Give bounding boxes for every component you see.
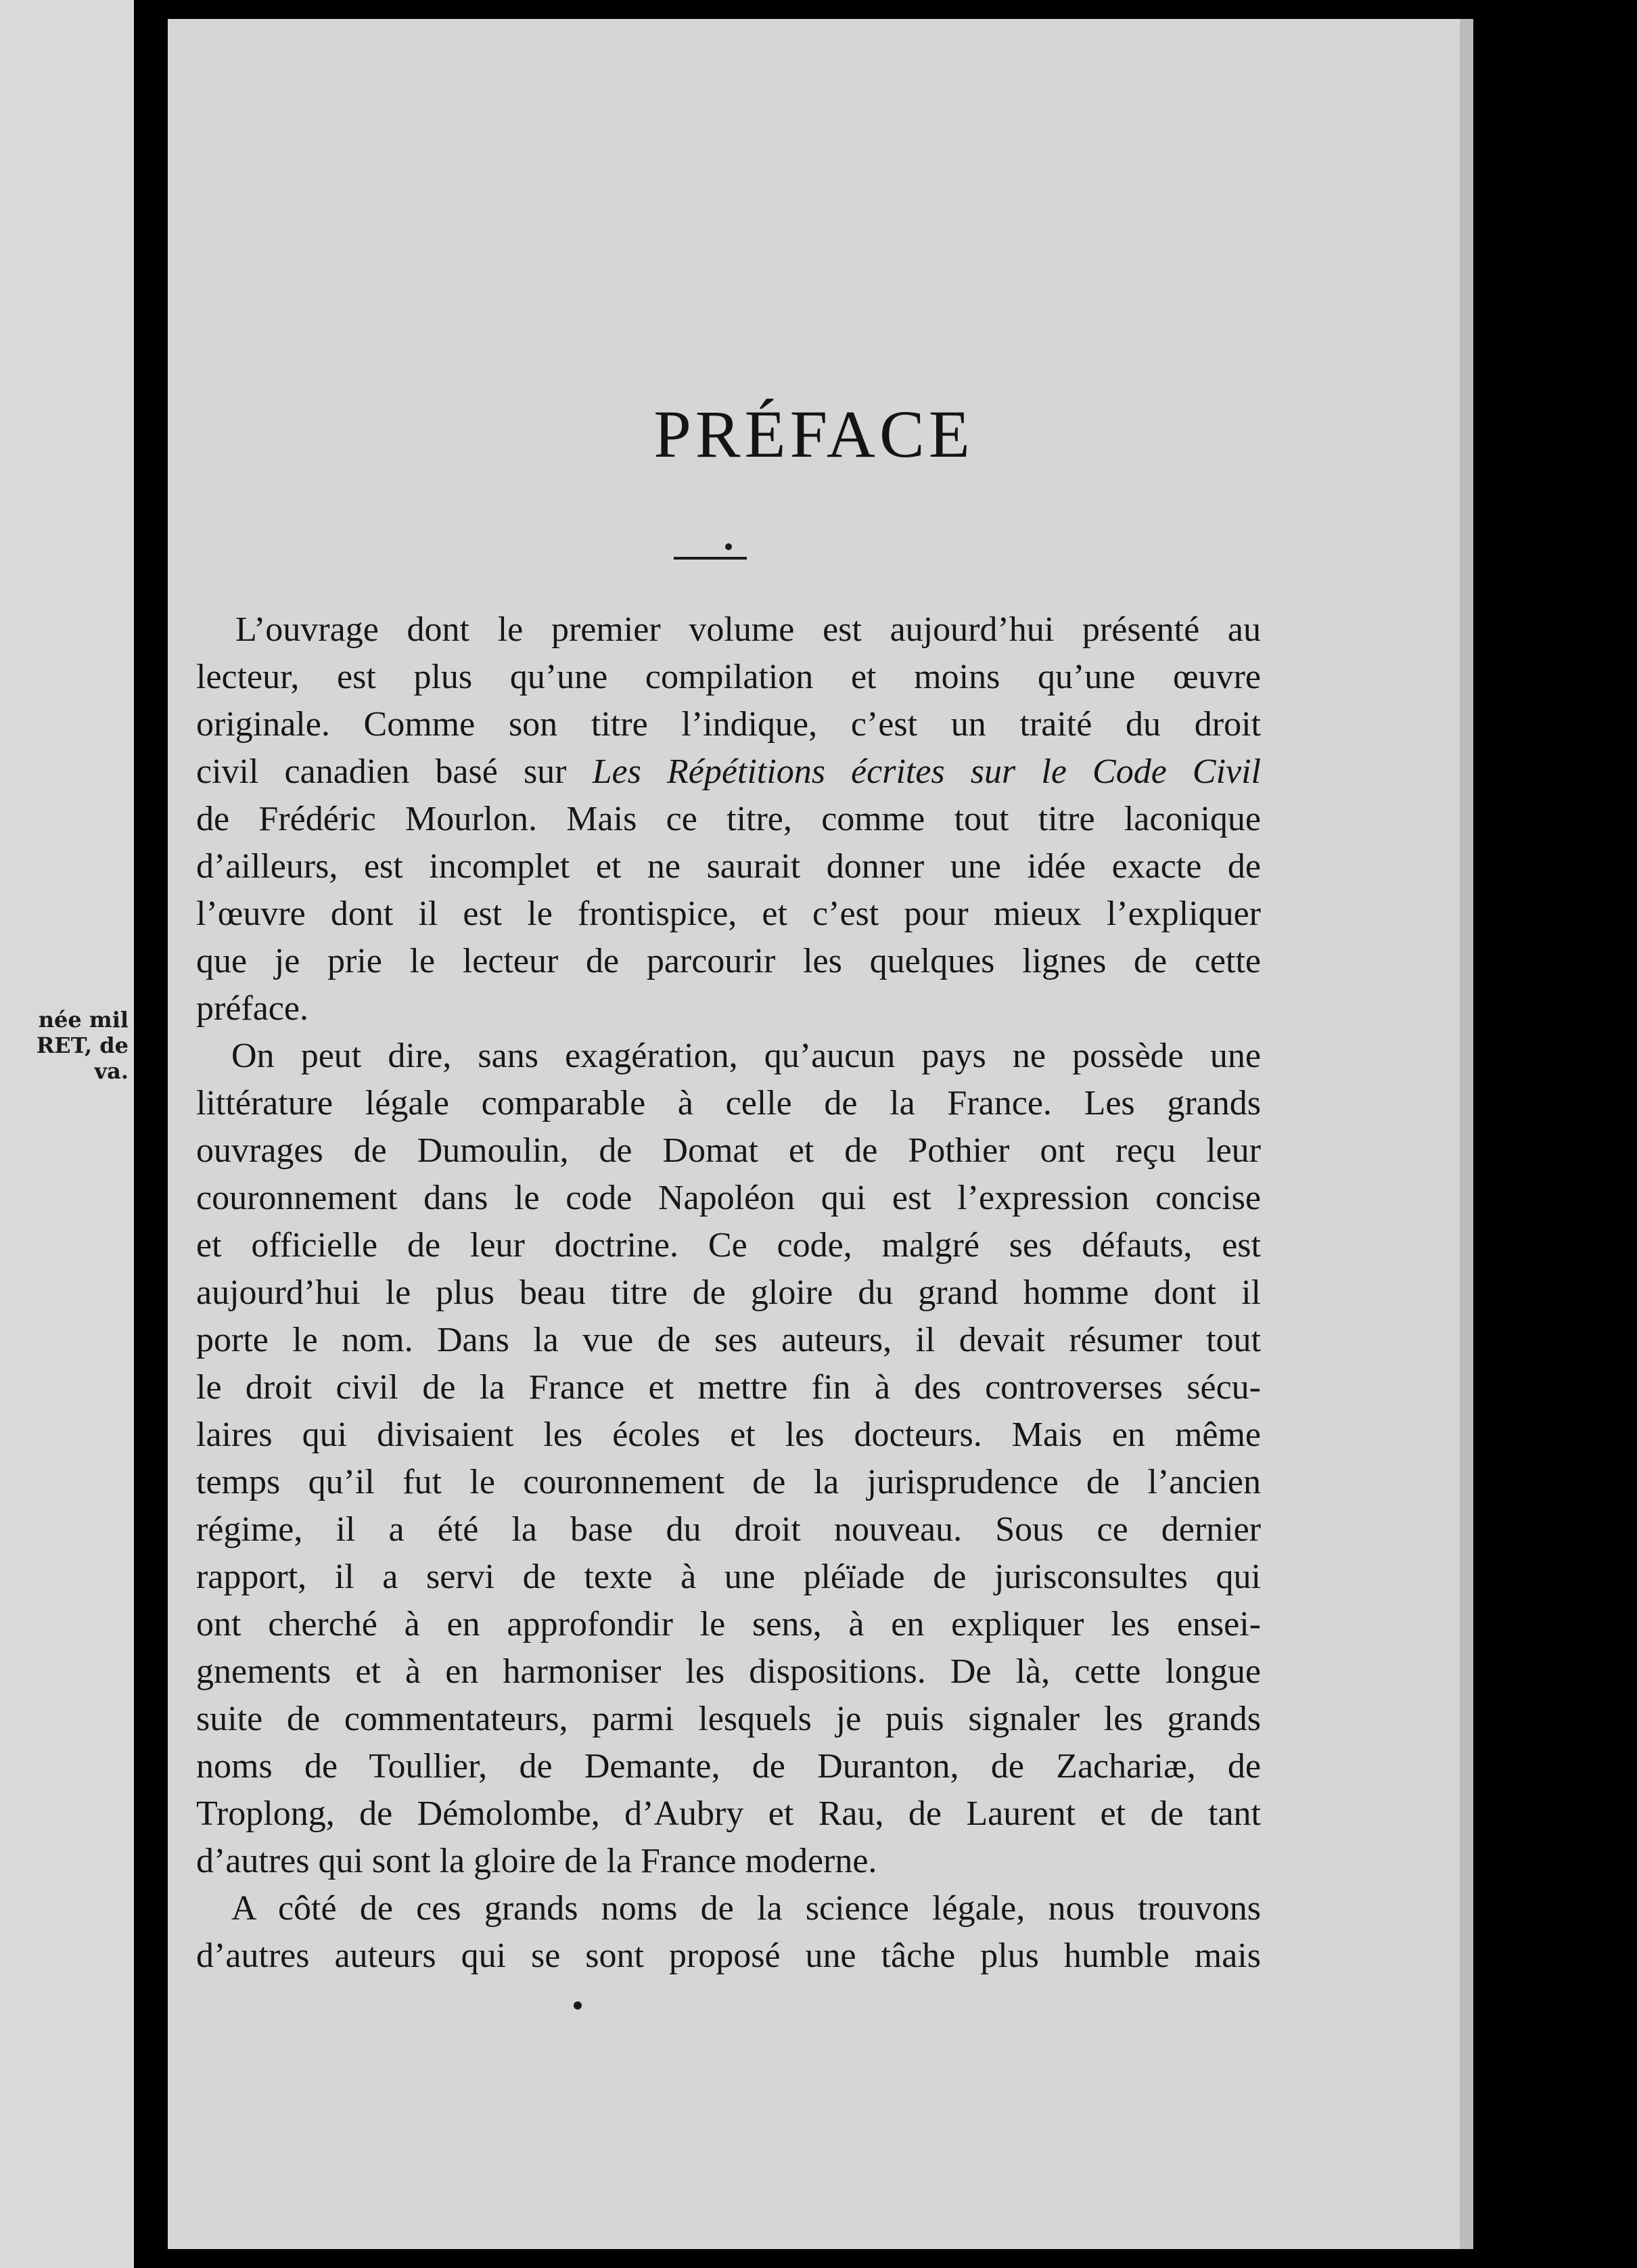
title-ornament-dot [725,543,732,550]
text-line: On peut dire, sans exagération, qu’aucun pays ne possède une [231,1037,1261,1075]
text-line: l’œuvre dont il est le frontispice, et c’est pour mieux l’expliquer [196,894,1261,933]
text-line: noms de Toullier, de Demante, de Duranton, de Zachariæ, de [196,1747,1261,1786]
text-line: et officielle de leur doctrine. Ce code, malgré ses défauts, est [196,1226,1261,1265]
text-line: Troplong, de Démolombe, d’Aubry et Rau, de Laurent et de tant [196,1794,1261,1833]
page-edge [1460,19,1473,2249]
body-text [196,606,1261,1980]
text-line: que je prie le lecteur de parcourir les quelques lignes de cette [196,942,1261,980]
text-line: aujourd’hui le plus beau titre de gloire du grand homme dont il [196,1273,1261,1312]
facing-page-line: née mil [38,1007,129,1033]
text-line: rapport, il a servi de texte à une pléïade de jurisconsultes qui [196,1558,1261,1596]
page-title: PRÉFACE [653,396,974,472]
gutter-shadow [134,0,168,2268]
text-line: originale. Comme son titre l’indique, c’est un traité du droit [196,705,1261,744]
facing-page-fragment [0,0,134,2268]
text-line: d’ailleurs, est incomplet et ne saurait donner une idée exacte de [196,847,1261,886]
text-line: préface. [196,989,308,1028]
scan-margin-right [1460,0,1637,2268]
text-line: couronnement dans le code Napoléon qui est l’expression concise [196,1179,1261,1217]
text-line: temps qu’il fut le couronnement de la jurisprudence de l’ancien [196,1463,1261,1501]
text-line: de Frédéric Mourlon. Mais ce titre, comme tout titre laconique [196,800,1261,838]
text-line: littérature légale comparable à celle de la France. Les grands [196,1084,1261,1122]
text-line: d’autres auteurs qui se sont proposé une tâche plus humble mais [196,1936,1261,1975]
text-line: A côté de ces grands noms de la science légale, nous trouvons [231,1889,1261,1928]
text-line: d’autres qui sont la gloire de la France moderne. [196,1842,877,1880]
page-mark-dot [574,2001,582,2010]
text-line: régime, il a été la base du droit nouveau. Sous ce dernier [196,1510,1261,1549]
text-line: laires qui divisaient les écoles et les docteurs. Mais en même [196,1415,1261,1454]
facing-page-line: va. [94,1058,129,1084]
text-line: le droit civil de la France et mettre fin à des controverses sécu- [196,1368,1261,1407]
text-line: L’ouvrage dont le premier volume est aujourd’hui présenté au [235,610,1261,649]
text-line-mixed [196,748,1261,796]
text-line: suite de commentateurs, parmi lesquels je puis signaler les grands [196,1700,1261,1738]
preface-page [168,19,1460,2249]
facing-page-text [0,1007,129,1084]
text-line: lecteur, est plus qu’une compilation et moins qu’une œuvre [196,658,1261,696]
text-line: ont cherché à en approfondir le sens, à en expliquer les ensei- [196,1605,1261,1643]
facing-page-line: RET, de [36,1033,129,1058]
title-rule [674,557,747,560]
text-line-prefix: civil canadien basé sur [196,752,593,791]
text-line: ouvrages de Dumoulin, de Domat et de Pothier ont reçu leur [196,1131,1261,1170]
book-title-italic: Les Répétitions écrites sur le Code Civil [592,752,1261,791]
text-line: porte le nom. Dans la vue de ses auteurs, il devait résumer tout [196,1321,1261,1359]
text-line: gnements et à en harmoniser les dispositions. De là, cette longue [196,1652,1261,1691]
